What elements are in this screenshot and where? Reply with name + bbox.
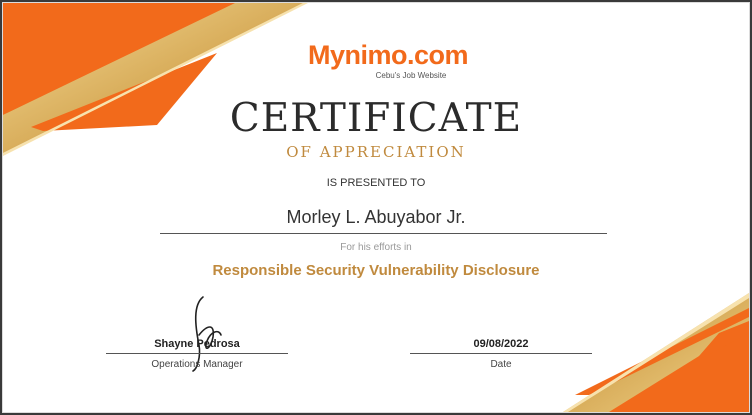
date-value: 09/08/2022 <box>473 338 529 350</box>
brand-logo <box>3 41 749 69</box>
brand-tagline: Cebu's Job Website <box>375 71 447 80</box>
certificate-title: CERTIFICATE <box>229 96 523 141</box>
certificate <box>2 2 750 413</box>
date-block <box>410 337 592 370</box>
date-label: Date <box>490 359 512 370</box>
signatory-name: Shayne Pedrosa <box>154 338 240 350</box>
signature-line <box>106 353 288 354</box>
signatory-block <box>106 337 288 370</box>
presented-to-label: IS PRESENTED TO <box>326 177 426 189</box>
achievement-title: Responsible Security Vulnerability Disclosure <box>212 262 540 279</box>
recipient-underline <box>160 233 607 234</box>
signatory-role: Operations Manager <box>151 359 243 370</box>
date-line <box>410 353 592 354</box>
brand-name: Mynimo.com <box>307 40 469 70</box>
efforts-label: For his efforts in <box>340 242 412 253</box>
certificate-subtitle: OF APPRECIATION <box>286 143 466 161</box>
recipient-name: Morley L. Abuyabor Jr. <box>286 207 466 227</box>
